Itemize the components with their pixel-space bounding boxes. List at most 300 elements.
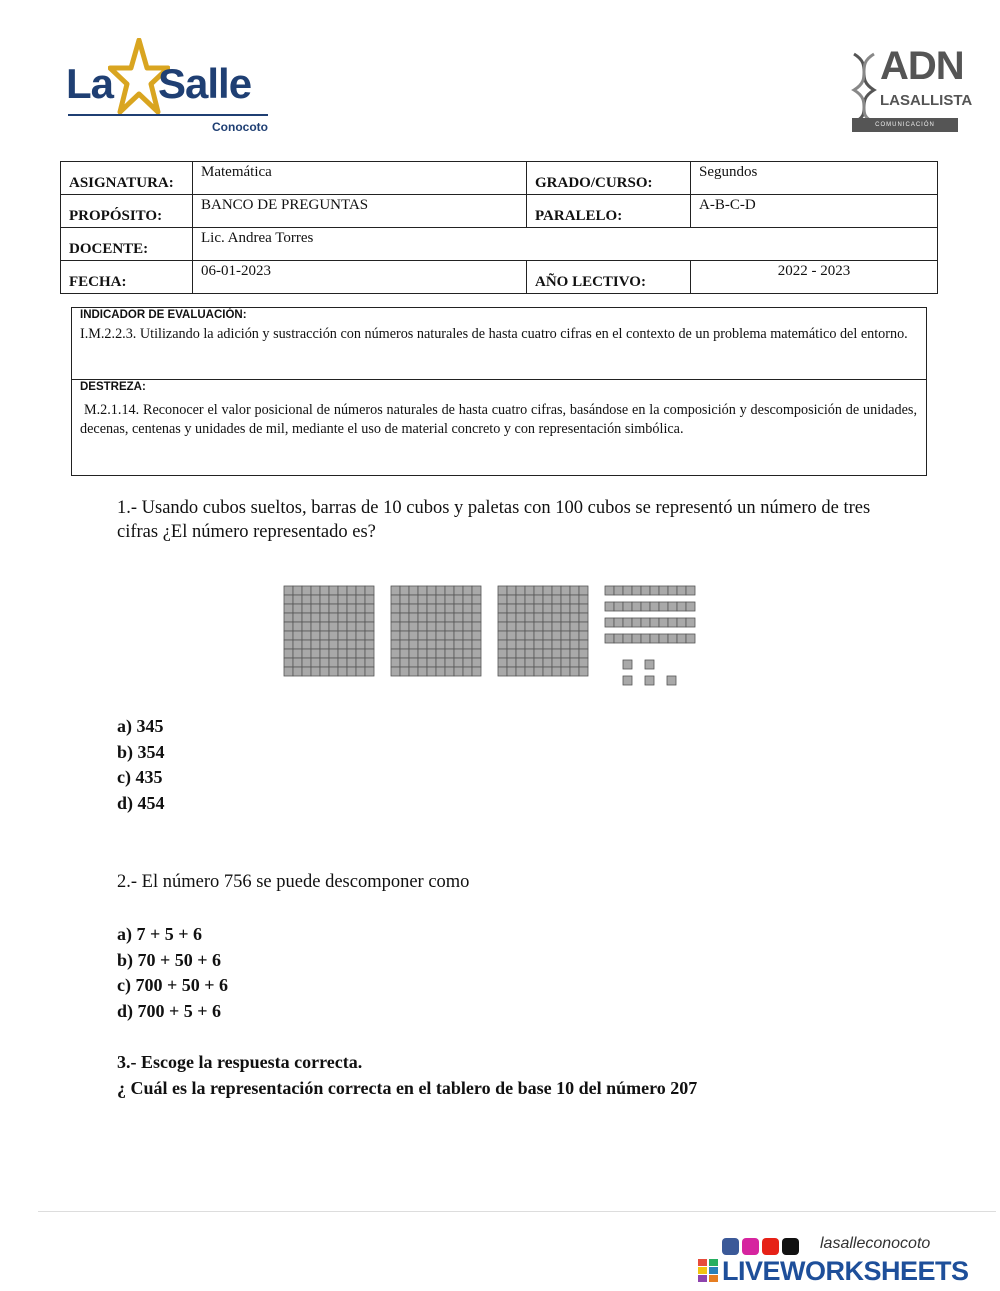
hundred-cell [427,604,436,613]
ten-cell [686,634,695,643]
social-icons [722,1237,802,1257]
hundred-cell [463,631,472,640]
hundred-cell [579,613,588,622]
hundred-cell [525,586,534,595]
hundred-cell [579,622,588,631]
hundred-cell [498,649,507,658]
hundred-cell [454,667,463,676]
hundred-cell [427,667,436,676]
hundred-cell [516,613,525,622]
ten-cell [668,618,677,627]
hundred-cell [302,586,311,595]
hundred-cell [356,595,365,604]
asignatura-value: Matemática [193,162,527,195]
hundred-cell [498,586,507,595]
hundred-cell [534,622,543,631]
hundred-cell [552,649,561,658]
hundred-cell [561,667,570,676]
hundred-cell [302,631,311,640]
hundred-cell [472,631,481,640]
hundred-cell [436,667,445,676]
hundred-cell [579,640,588,649]
adn-subtitle: LASALLISTA [880,92,973,109]
hundred-cell [284,649,293,658]
hundred-cell [552,604,561,613]
hundred-cell [472,604,481,613]
hundred-cell [338,595,347,604]
hundred-cell [418,595,427,604]
hundred-cell [579,667,588,676]
docente-label: DOCENTE: [61,228,193,261]
hundred-cell [329,667,338,676]
hundred-cell [445,667,454,676]
hundred-cell [293,640,302,649]
hundred-cell [516,658,525,667]
option-1b[interactable]: b) 354 [117,741,165,762]
hundred-cell [338,613,347,622]
hundred-cell [507,667,516,676]
facebook-icon[interactable] [722,1238,739,1255]
ten-cell [614,586,623,595]
hundred-cell [561,658,570,667]
hundred-cell [329,622,338,631]
hundred-cell [445,649,454,658]
hundred-cell [293,613,302,622]
hundred-cell [498,622,507,631]
hundred-cell [284,667,293,676]
hundred-cell [561,595,570,604]
hundred-cell [409,586,418,595]
ten-cell [641,586,650,595]
hundred-cell [534,649,543,658]
ten-rod [605,618,695,627]
hundred-cell [391,667,400,676]
hundred-cell [516,649,525,658]
proposito-label: PROPÓSITO: [61,195,193,228]
hundred-cell [365,631,374,640]
hundred-cell [516,595,525,604]
hundred-cell [445,631,454,640]
hundred-cell [356,604,365,613]
option-1d[interactable]: d) 454 [117,792,165,813]
dna-icon [850,52,878,124]
hundred-cell [463,649,472,658]
hundred-cell [311,649,320,658]
anio-value: 2022 - 2023 [691,261,938,294]
hundred-cell [436,631,445,640]
hundred-cell [329,586,338,595]
hundred-cell [463,604,472,613]
paralelo-value: A-B-C-D [691,195,938,228]
ten-cell [641,618,650,627]
hundred-cell [311,631,320,640]
hundred-cell [418,622,427,631]
hundred-cell [525,622,534,631]
hundred-cell [427,586,436,595]
hundred-cell [409,604,418,613]
hundred-cell [570,640,579,649]
hundred-cell [356,613,365,622]
hundred-cell [400,595,409,604]
hundred-cell [507,586,516,595]
hundred-cell [427,622,436,631]
hundred-cell [284,613,293,622]
hundred-cell [356,658,365,667]
hundred-cell [579,658,588,667]
hundred-cell [427,613,436,622]
hundred-cell [561,631,570,640]
hundred-cell [543,649,552,658]
hundred-cell [561,613,570,622]
hundred-cell [365,613,374,622]
ten-cell [623,634,632,643]
info-table [60,161,938,294]
fecha-label: FECHA: [61,261,193,294]
hundred-cell [507,604,516,613]
hundred-cell [445,613,454,622]
asignatura-label: ASIGNATURA: [61,162,193,195]
option-2b[interactable]: b) 70 + 50 + 6 [117,949,222,970]
hundred-cell [525,649,534,658]
ten-cell [605,586,614,595]
ten-cell [668,634,677,643]
hundred-cell [400,586,409,595]
option-1a[interactable]: a) 345 [117,716,164,736]
hundred-cell [445,604,454,613]
ten-cell [605,634,614,643]
indicador-section [72,308,926,380]
option-2c[interactable]: c) 700 + 50 + 6 [117,975,228,995]
hundred-cell [516,586,525,595]
hundred-cell [365,640,374,649]
hundred-cell [543,604,552,613]
question-2-text: 2.- El número 756 se puede descomponer como [117,872,470,892]
one-cube [645,660,654,669]
hundred-cell [516,667,525,676]
hundred-cell [409,640,418,649]
hundred-cell [356,667,365,676]
ten-cell [659,618,668,627]
hundred-cell [525,667,534,676]
hundred-cell [507,631,516,640]
hundred-cell [365,586,374,595]
question-1-text: 1.- Usando cubos sueltos, barras de 10 cubos y paletas con 100 cubos se representó un número de tres cifras ¿El número representado es? [117,498,871,542]
hundred-cell [418,613,427,622]
hundred-cell [570,586,579,595]
hundred-cell [543,622,552,631]
ten-cell [677,602,686,611]
hundred-cell [329,649,338,658]
hundred-cell [293,658,302,667]
hundred-cell [409,667,418,676]
liveworksheets-logo-icon [698,1259,718,1283]
hundred-cell [472,640,481,649]
hundred-cell [525,604,534,613]
hundred-cell [311,622,320,631]
hundred-cell [391,649,400,658]
hundred-cell [302,613,311,622]
hundred-cell [284,631,293,640]
hundred-cell [525,613,534,622]
hundred-cell [579,604,588,613]
hundred-cell [498,631,507,640]
ten-cell [659,634,668,643]
hundred-cell [293,667,302,676]
hundred-cell [400,658,409,667]
hundred-cell [302,604,311,613]
hundred-cell [391,604,400,613]
hundred-cell [463,613,472,622]
hundred-cell [436,604,445,613]
question-3-title: 3.- Escoge la respuesta correcta. [117,1052,363,1072]
hundred-cell [525,658,534,667]
footer-divider [38,1211,996,1212]
hundred-cell [579,649,588,658]
hundred-cell [293,595,302,604]
tiktok-icon[interactable] [782,1238,799,1255]
hundred-cell [543,586,552,595]
hundred-cell [454,640,463,649]
social-handle: lasalleconocoto [820,1235,931,1252]
hundred-cell [338,622,347,631]
ten-cell [632,634,641,643]
hundred-cell [525,595,534,604]
ten-cell [614,634,623,643]
base-ten-blocks [280,582,710,686]
hundred-cell [507,622,516,631]
liveworksheets-brand: LIVEWORKSHEETS [722,1256,969,1286]
ten-cell [668,602,677,611]
hundred-cell [570,622,579,631]
indicador-text: I.M.2.2.3. Utilizando la adición y sustracción con números naturales de hasta cuatro cifras en el contexto de un problema matemático del entorno. [80,326,908,342]
hundred-cell [570,595,579,604]
ten-cell [641,602,650,611]
hundred-cell [409,658,418,667]
hundred-cell [561,649,570,658]
hundred-cell [365,622,374,631]
hundred-cell [338,667,347,676]
hundred-cell [552,631,561,640]
ten-cell [686,586,695,595]
hundred-cell [543,631,552,640]
hundred-cell [365,658,374,667]
hundred-cell [391,640,400,649]
hundred-cell [552,640,561,649]
hundred-cell [347,595,356,604]
hundred-cell [445,595,454,604]
hundred-cell [534,586,543,595]
hundred-cell [543,667,552,676]
ten-cell [677,618,686,627]
hundred-cell [454,604,463,613]
hundred-cell [472,667,481,676]
hundred-cell [302,667,311,676]
hundred-cell [498,640,507,649]
ten-cell [623,618,632,627]
ten-rod [605,634,695,643]
hundred-cell [418,640,427,649]
hundred-cell [472,649,481,658]
hundred-cell [472,595,481,604]
hundred-cell [400,631,409,640]
hundred-cell [534,640,543,649]
hundred-cell [302,622,311,631]
hundred-cell [570,649,579,658]
ten-cell [632,602,641,611]
question-3 [117,1050,697,1101]
hundred-cell [570,604,579,613]
hundred-flat [498,586,588,676]
hundred-cell [347,604,356,613]
grado-label: GRADO/CURSO: [527,162,691,195]
logo-underline [68,114,268,116]
hundred-cell [552,613,561,622]
hundred-cell [561,640,570,649]
hundred-cell [311,595,320,604]
hundred-cell [338,658,347,667]
hundred-cell [472,658,481,667]
ten-cell [614,602,623,611]
hundred-cell [311,586,320,595]
hundred-cell [418,649,427,658]
option-2a[interactable]: a) 7 + 5 + 6 [117,924,203,944]
hundred-cell [534,613,543,622]
hundred-cell [436,658,445,667]
adn-bar: COMUNICACIÓN [852,118,958,132]
hundred-cell [498,604,507,613]
indicator-box [71,307,927,476]
hundred-cell [445,640,454,649]
hundred-cell [284,622,293,631]
hundred-cell [409,595,418,604]
hundred-cell [454,658,463,667]
hundred-cell [409,649,418,658]
hundred-cell [347,586,356,595]
hundred-cell [498,667,507,676]
hundred-cell [579,586,588,595]
ten-cell [650,586,659,595]
logo-word-salle: Salle [158,60,252,107]
logo-word-la: La [66,60,114,107]
hundred-cell [320,658,329,667]
hundred-cell [311,604,320,613]
hundred-cell [311,613,320,622]
option-1c[interactable]: c) 435 [117,767,163,787]
hundred-cell [356,631,365,640]
hundred-cell [329,604,338,613]
hundred-cell [311,667,320,676]
hundred-cell [436,649,445,658]
hundred-cell [454,595,463,604]
hundred-cell [284,586,293,595]
hundred-cell [472,613,481,622]
instagram-icon[interactable] [742,1238,759,1255]
ten-cell [614,618,623,627]
adn-title: ADN [880,44,964,88]
hundred-cell [507,649,516,658]
hundred-cell [507,640,516,649]
hundred-cell [302,658,311,667]
hundred-cell [293,604,302,613]
hundred-cell [552,622,561,631]
hundred-cell [454,649,463,658]
hundred-flat [391,586,481,676]
hundred-cell [436,622,445,631]
hundred-cell [472,586,481,595]
hundred-cell [418,586,427,595]
hundred-cell [427,640,436,649]
hundred-cell [454,613,463,622]
ten-cell [677,586,686,595]
ten-cell [659,586,668,595]
hundred-cell [543,595,552,604]
ten-cell [686,602,695,611]
hundred-cell [391,586,400,595]
hundred-cell [320,640,329,649]
proposito-value: BANCO DE PREGUNTAS [193,195,527,228]
hundred-cell [365,667,374,676]
hundred-cell [347,649,356,658]
hundred-cell [436,613,445,622]
hundred-cell [436,586,445,595]
hundred-cell [445,586,454,595]
docente-value: Lic. Andrea Torres [193,228,938,261]
paralelo-label: PARALELO: [527,195,691,228]
hundred-cell [365,595,374,604]
hundred-cell [311,658,320,667]
ten-cell [605,618,614,627]
option-2d[interactable]: d) 700 + 5 + 6 [117,1000,222,1021]
indicador-title: INDICADOR DE EVALUACIÓN: [80,309,247,321]
lasalle-logo [66,38,276,136]
hundred-cell [320,595,329,604]
hundred-cell [347,640,356,649]
hundred-cell [418,631,427,640]
hundred-cell [293,622,302,631]
hundred-cell [418,667,427,676]
hundred-cell [409,622,418,631]
question-1-options [117,714,165,816]
ten-cell [659,602,668,611]
hundred-cell [498,595,507,604]
youtube-icon[interactable] [762,1238,779,1255]
ten-cell [641,634,650,643]
hundred-cell [570,658,579,667]
hundred-cell [445,622,454,631]
hundred-cell [338,586,347,595]
hundred-cell [543,613,552,622]
hundred-cell [570,631,579,640]
hundred-cell [498,658,507,667]
hundred-cell [320,613,329,622]
hundred-cell [543,640,552,649]
hundred-cell [400,604,409,613]
hundred-cell [409,613,418,622]
hundred-cell [365,649,374,658]
ten-cell [623,586,632,595]
hundred-cell [436,595,445,604]
hundred-cell [472,622,481,631]
hundred-cell [516,622,525,631]
hundred-cell [302,595,311,604]
hundred-cell [311,640,320,649]
hundred-cell [561,622,570,631]
hundred-cell [400,613,409,622]
adn-logo [848,44,973,134]
hundred-cell [320,622,329,631]
fecha-value: 06-01-2023 [193,261,527,294]
hundred-cell [356,586,365,595]
